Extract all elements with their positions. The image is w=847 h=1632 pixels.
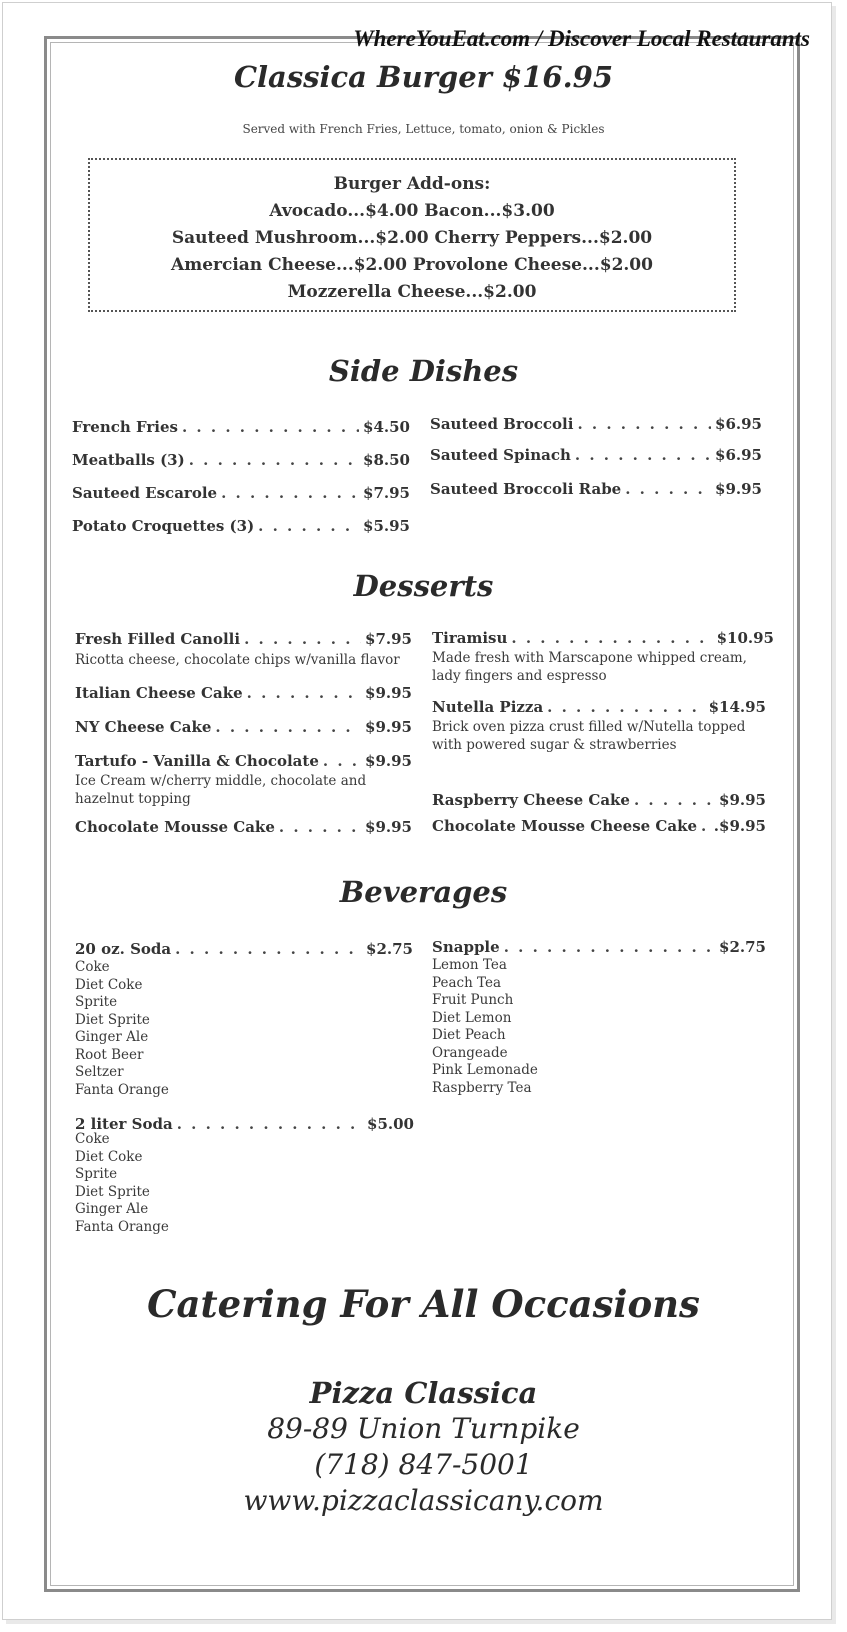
flavor-item: Root Beer bbox=[75, 1046, 144, 1063]
flavor-item: Diet Lemon bbox=[432, 1009, 512, 1026]
flavor-item: Ginger Ale bbox=[75, 1201, 149, 1217]
item-price: $2.75 bbox=[719, 938, 766, 956]
flavor-item: Diet Sprite bbox=[75, 1183, 150, 1200]
flavor-item: Sprite bbox=[75, 994, 118, 1010]
leader-dots bbox=[177, 1115, 363, 1133]
item-description bbox=[432, 649, 747, 685]
flavor-item: Diet Peach bbox=[432, 1027, 506, 1043]
item-name: Meatballs (3) bbox=[72, 451, 185, 469]
watermark: WhereYouEat.com / Discover Local Restaurants bbox=[353, 26, 810, 51]
description-line: Ice Cream w/cherry middle, chocolate and bbox=[75, 773, 367, 789]
item-name: 20 oz. Soda bbox=[75, 940, 172, 958]
flavor-item: Coke bbox=[75, 1131, 110, 1147]
leader-dots bbox=[215, 718, 361, 736]
item-price: $9.95 bbox=[365, 818, 412, 836]
leader-dots bbox=[547, 698, 704, 716]
menu-item bbox=[75, 940, 413, 958]
item-price: $10.95 bbox=[716, 629, 774, 647]
addons-line: Avocado...$4.00 Bacon...$3.00 bbox=[269, 201, 555, 221]
item-price: $9.95 bbox=[715, 480, 762, 498]
item-price: $14.95 bbox=[708, 698, 766, 716]
menu-item bbox=[75, 752, 412, 770]
item-name: Italian Cheese Cake bbox=[75, 684, 243, 702]
item-name: 2 liter Soda bbox=[75, 1115, 173, 1133]
item-price: $2.75 bbox=[366, 940, 413, 958]
item-description bbox=[75, 772, 366, 808]
flavor-item: Raspberry Tea bbox=[432, 1079, 532, 1096]
addons-line: Amercian Cheese...$2.00 Provolone Cheese...$2.00 bbox=[171, 255, 653, 275]
flavor-item: Orangeade bbox=[432, 1044, 508, 1061]
description-line: Ricotta cheese, chocolate chips w/vanilla flavor bbox=[75, 652, 400, 668]
menu-item bbox=[430, 446, 762, 464]
item-price: $7.95 bbox=[365, 630, 412, 648]
restaurant-address: 89-89 Union Turnpike bbox=[267, 1412, 580, 1445]
item-price: $7.95 bbox=[363, 484, 410, 502]
item-name: Raspberry Cheese Cake bbox=[432, 791, 630, 809]
item-price: $8.50 bbox=[363, 451, 410, 469]
flavor-item: Pink Lemonade bbox=[432, 1062, 538, 1078]
item-name: NY Cheese Cake bbox=[75, 718, 212, 736]
restaurant-phone: (718) 847-5001 bbox=[314, 1448, 533, 1481]
item-name: Sauteed Escarole bbox=[72, 484, 218, 502]
item-price: $5.00 bbox=[367, 1115, 414, 1133]
leader-dots bbox=[577, 415, 711, 433]
item-name: Fresh Filled Canolli bbox=[75, 630, 241, 648]
description-line: with powered sugar & strawberries bbox=[432, 737, 677, 753]
item-name: Nutella Pizza bbox=[432, 698, 544, 716]
addons-line: Sauteed Mushroom...$2.00 Cherry Peppers...$2.00 bbox=[171, 228, 653, 248]
leader-dots bbox=[258, 517, 359, 535]
menu-item bbox=[72, 451, 410, 469]
item-price: $9.95 bbox=[365, 718, 412, 736]
item-name: Tiramisu bbox=[432, 629, 508, 647]
item-price: $6.95 bbox=[715, 415, 762, 433]
description-line: lady fingers and espresso bbox=[432, 668, 607, 684]
leader-dots bbox=[189, 451, 359, 469]
menu-item bbox=[432, 791, 766, 809]
leader-dots bbox=[575, 446, 711, 464]
flavor-item: Sprite bbox=[75, 1166, 118, 1182]
leader-dots bbox=[625, 480, 711, 498]
leader-dots bbox=[182, 418, 359, 436]
leader-dots bbox=[279, 818, 361, 836]
addons-heading: Burger Add-ons: bbox=[333, 174, 491, 194]
item-price: $9.95 bbox=[719, 791, 766, 809]
desserts-title: Desserts bbox=[353, 569, 494, 603]
addons-line: Mozzerella Cheese...$2.00 bbox=[287, 282, 537, 302]
menu-item bbox=[72, 418, 410, 436]
menu-item bbox=[75, 718, 412, 736]
menu-item bbox=[430, 415, 762, 433]
description-line: hazelnut topping bbox=[75, 791, 191, 807]
item-name: Sauteed Spinach bbox=[430, 446, 571, 464]
item-name: Sauteed Broccoli Rabe bbox=[430, 480, 622, 498]
leader-dots bbox=[511, 629, 712, 647]
menu-item bbox=[72, 517, 410, 535]
description-line: Brick oven pizza crust filled w/Nutella topped bbox=[432, 719, 746, 735]
burger-title: Classica Burger $16.95 bbox=[233, 60, 614, 94]
item-price: $4.50 bbox=[363, 418, 410, 436]
item-description bbox=[432, 718, 745, 754]
menu-item bbox=[75, 630, 412, 648]
flavor-item: Peach Tea bbox=[432, 974, 502, 991]
item-price: $9.95 bbox=[365, 684, 412, 702]
leader-dots bbox=[247, 684, 361, 702]
menu-item bbox=[432, 629, 774, 647]
item-price: $5.95 bbox=[363, 517, 410, 535]
flavor-list bbox=[75, 959, 169, 1099]
leader-dots bbox=[175, 940, 362, 958]
item-name: Potato Croquettes (3) bbox=[72, 517, 255, 535]
flavor-item: Fanta Orange bbox=[75, 1218, 169, 1235]
flavor-item: Fanta Orange bbox=[75, 1081, 169, 1098]
item-price: $6.95 bbox=[715, 446, 762, 464]
restaurant-name: Pizza Classica bbox=[309, 1376, 538, 1410]
leader-dots bbox=[634, 791, 715, 809]
item-name: Snapple bbox=[432, 938, 500, 956]
item-price: $9.95 bbox=[365, 752, 412, 770]
flavor-item: Coke bbox=[75, 959, 110, 975]
flavor-list bbox=[75, 1131, 169, 1236]
item-price: .$9.95 bbox=[713, 817, 766, 835]
burger-subtitle: Served with French Fries, Lettuce, tomato, onion & Pickles bbox=[242, 122, 605, 136]
catering-banner: Catering For All Occasions bbox=[147, 1282, 700, 1326]
flavor-item: Fruit Punch bbox=[432, 992, 514, 1008]
menu-item bbox=[432, 938, 766, 956]
item-name: Chocolate Mousse Cheese Cake bbox=[432, 817, 698, 835]
flavor-item: Lemon Tea bbox=[432, 957, 507, 973]
side-dishes-title: Side Dishes bbox=[328, 354, 519, 388]
leader-dots bbox=[221, 484, 359, 502]
menu-item bbox=[72, 484, 410, 502]
item-name: French Fries bbox=[72, 418, 178, 436]
flavor-item: Diet Coke bbox=[75, 1148, 143, 1165]
description-line: Made fresh with Marscapone whipped cream, bbox=[432, 650, 747, 666]
item-description bbox=[75, 651, 400, 669]
burger-addons-box bbox=[88, 158, 736, 312]
menu-item bbox=[430, 480, 762, 498]
beverages-title: Beverages bbox=[339, 875, 508, 909]
menu-item bbox=[75, 684, 412, 702]
flavor-item: Diet Sprite bbox=[75, 1011, 150, 1028]
leader-dots bbox=[504, 938, 715, 956]
menu-item bbox=[432, 698, 766, 716]
flavor-list bbox=[432, 957, 538, 1097]
leader-dots bbox=[323, 752, 361, 770]
item-name: Chocolate Mousse Cake bbox=[75, 818, 275, 836]
flavor-item: Diet Coke bbox=[75, 976, 143, 993]
leader-dots bbox=[244, 630, 361, 648]
menu-item bbox=[432, 817, 766, 835]
menu-item bbox=[75, 818, 412, 836]
item-name: Tartufo - Vanilla & Chocolate bbox=[75, 752, 319, 770]
flavor-item: Ginger Ale bbox=[75, 1029, 149, 1045]
item-name: Sauteed Broccoli bbox=[430, 415, 574, 433]
restaurant-website: www.pizzaclassicany.com bbox=[243, 1484, 604, 1517]
leader-dots bbox=[701, 817, 710, 835]
flavor-item: Seltzer bbox=[75, 1064, 124, 1080]
